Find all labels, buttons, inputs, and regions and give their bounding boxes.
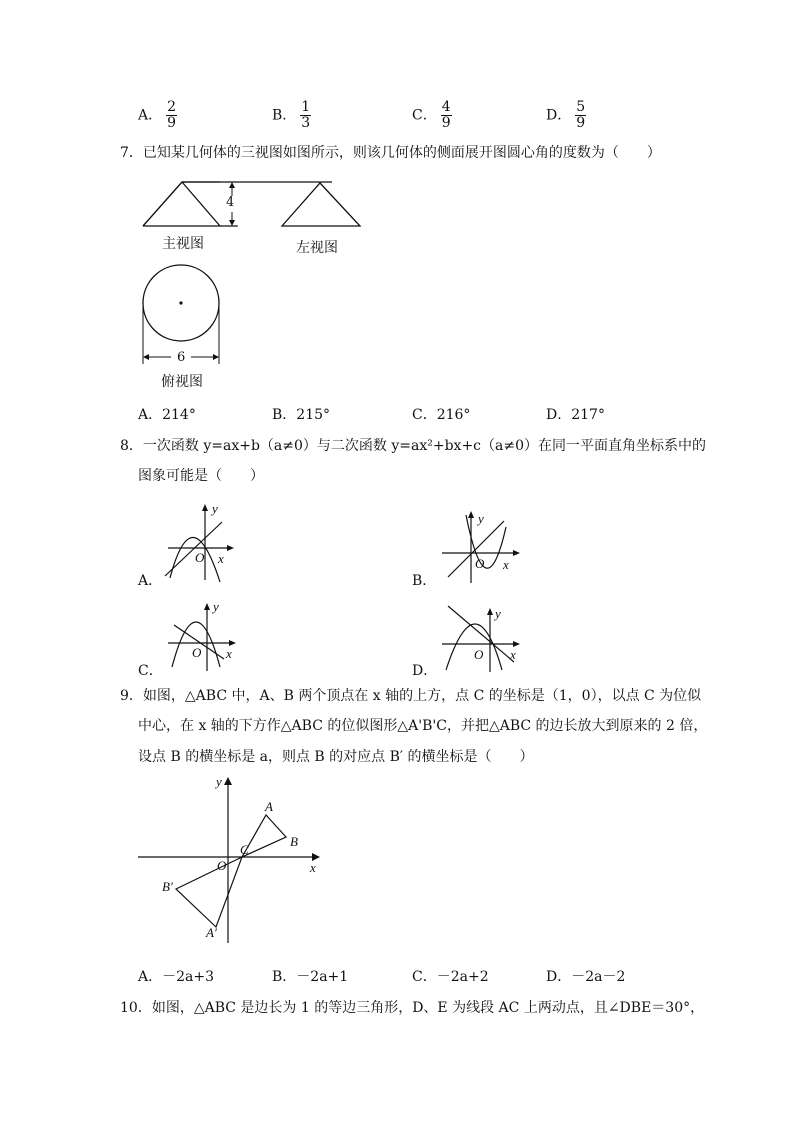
q9-line1: 9．如图，△ABC 中，A、B 两个顶点在 x 轴的上方，点 C 的坐标是（1，0），以点 C 为位似 [120, 688, 702, 704]
q9-figure [136, 775, 336, 945]
point-a-label: A [265, 799, 273, 814]
point-c-label: C [240, 842, 249, 857]
left-view-caption: 左视图 [296, 240, 338, 256]
width-dimension-label: 6 [177, 350, 186, 365]
q8-stem-line2: 图象可能是（ ） [138, 468, 264, 484]
point-a-prime-label: A′ [206, 925, 217, 940]
front-view-caption: 主视图 [162, 236, 204, 252]
q7-option-b[interactable]: B．215° [272, 407, 331, 423]
axis-y-label: y [212, 501, 218, 516]
point-b-prime-label: B′ [162, 879, 173, 894]
q7-option-a[interactable]: A．214° [138, 407, 196, 423]
q6-option-c[interactable]: C． $\frac{4}{9}$ [412, 99, 451, 131]
axis-y-label: y [478, 511, 484, 526]
q8-option-a[interactable]: A． [138, 573, 163, 589]
point-b-label: B [290, 834, 298, 849]
q8-graph-a [160, 500, 240, 585]
q7-option-d[interactable]: D．217° [546, 407, 605, 423]
fraction: $\frac{4}{9}$ [441, 99, 451, 131]
axis-x-label: x [510, 647, 516, 662]
q7-stem: 7．已知某几何体的三视图如图所示，则该几何体的侧面展开图圆心角的度数为（ ） [120, 145, 661, 161]
q8-stem-line1: 8．一次函数 y=ax+b（a≠0）与二次函数 y=ax²+bx+c（a≠0）在同一平面直角坐标系中的 [120, 438, 707, 454]
q7-option-c[interactable]: C．216° [412, 407, 471, 423]
q6-option-b[interactable]: B． $\frac{1}{3}$ [272, 99, 311, 131]
q7-left-view [280, 180, 362, 230]
origin-label: O [192, 645, 202, 660]
top-view-caption: 俯视图 [161, 374, 203, 390]
axis-y-label: y [216, 774, 222, 789]
axis-x-label: x [218, 551, 224, 566]
q9-line2: 中心，在 x 轴的下方作△ABC 的位似图形△A'B'C，并把△ABC 的边长放大到原来的 2 倍， [138, 718, 708, 734]
height-dimension-label: 4 [226, 195, 235, 210]
q8-option-b[interactable]: B． [412, 573, 437, 589]
q8-graph-d [438, 600, 528, 675]
q8-graph-b [438, 505, 528, 585]
q9-option-c[interactable]: C．－2a+2 [412, 969, 489, 985]
origin-label: O [475, 556, 485, 571]
q9-option-d[interactable]: D．－2a－2 [546, 969, 626, 985]
axis-x-label: x [503, 557, 509, 572]
q8-graph-c [162, 595, 242, 675]
q9-option-b[interactable]: B．－2a+1 [272, 969, 349, 985]
fraction: $\frac{2}{9}$ [167, 99, 177, 131]
origin-label: O [195, 550, 205, 565]
axis-y-label: y [495, 606, 501, 621]
q9-option-a[interactable]: A．－2a+3 [138, 969, 215, 985]
origin-label: O [474, 647, 484, 662]
q9-line3: 设点 B 的横坐标是 a，则点 B 的对应点 B′ 的横坐标是（ ） [138, 749, 534, 765]
fraction: $\frac{5}{9}$ [576, 99, 586, 131]
axis-x-label: x [310, 860, 316, 875]
axis-y-label: y [213, 599, 219, 614]
q6-option-d[interactable]: D． $\frac{5}{9}$ [546, 99, 586, 131]
q10-stem: 10．如图，△ABC 是边长为 1 的等边三角形，D、E 为线段 AC 上两动点，且∠DBE＝30°， [120, 1000, 705, 1016]
origin-label: O [217, 858, 227, 873]
axis-x-label: x [226, 646, 232, 661]
fraction: $\frac{1}{3}$ [301, 99, 311, 131]
q6-option-a[interactable]: A． $\frac{2}{9}$ [138, 99, 177, 131]
q8-option-d[interactable]: D． [412, 663, 438, 679]
q8-option-c[interactable]: C． [138, 663, 163, 679]
